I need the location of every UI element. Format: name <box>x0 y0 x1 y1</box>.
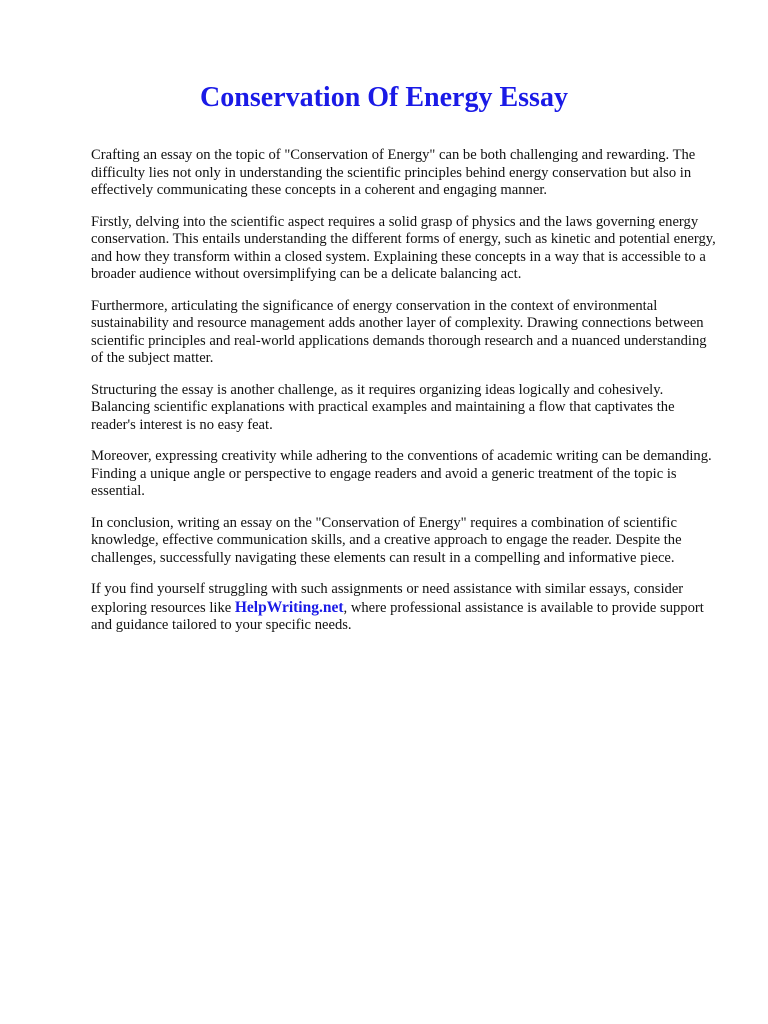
paragraph-resources <box>91 581 721 635</box>
page-title: Conservation Of Energy Essay <box>200 82 568 113</box>
helpwriting-link[interactable]: HelpWriting.net <box>234 598 344 616</box>
paragraph-structuring: Structuring the essay is another challenge, as it requires organizing ideas logically and cohesively. Balancing scientific explanations with practical examples and maintaining a flow that captivates the reader's interest is no easy feat. <box>91 381 675 433</box>
paragraph-significance: Furthermore, articulating the significance of energy conservation in the context of environmental sustainability and resource management adds another layer of complexity. Drawing connections between scientific principles and real-world applications demands thorough research and a nuanced understanding of the subject matter. <box>91 297 707 366</box>
paragraph-scientific-aspect: Firstly, delving into the scientific aspect requires a solid grasp of physics and the laws governing energy conservation. This entails understanding the different forms of energy, such as kinetic and potential energy, and how they transform within a closed system. Explaining these concepts in a way that is accessible to a broader audience without oversimplifying can be a delicate balancing act. <box>91 213 716 282</box>
paragraph-intro: Crafting an essay on the topic of "Conservation of Energy" can be both challenging and rewarding. The difficulty lies not only in understanding the scientific principles behind energy conservation but also in effectively communicating these concepts in a coherent and engaging manner. <box>91 147 696 198</box>
paragraph-conclusion: In conclusion, writing an essay on the "Conservation of Energy" requires a combination of scientific knowledge, effective communication skills, and a creative approach to engage the reader. Despite the challenges, successfully navigating these elements can result in a compelling and informative piece. <box>91 514 682 566</box>
resources-text-before: If you find yourself struggling with such assignments or need assistance with similar essays, consider exploring resources like <box>91 581 684 616</box>
paragraph-creativity: Moreover, expressing creativity while adhering to the conventions of academic writing can be demanding. Finding a unique angle or perspective to engage readers and avoid a generic treatment of the topic is essential. <box>91 448 712 499</box>
resources-text-after: , where professional assistance is available to provide support and guidance tailored to your specific needs. <box>91 599 704 633</box>
essay-body <box>91 147 721 649</box>
